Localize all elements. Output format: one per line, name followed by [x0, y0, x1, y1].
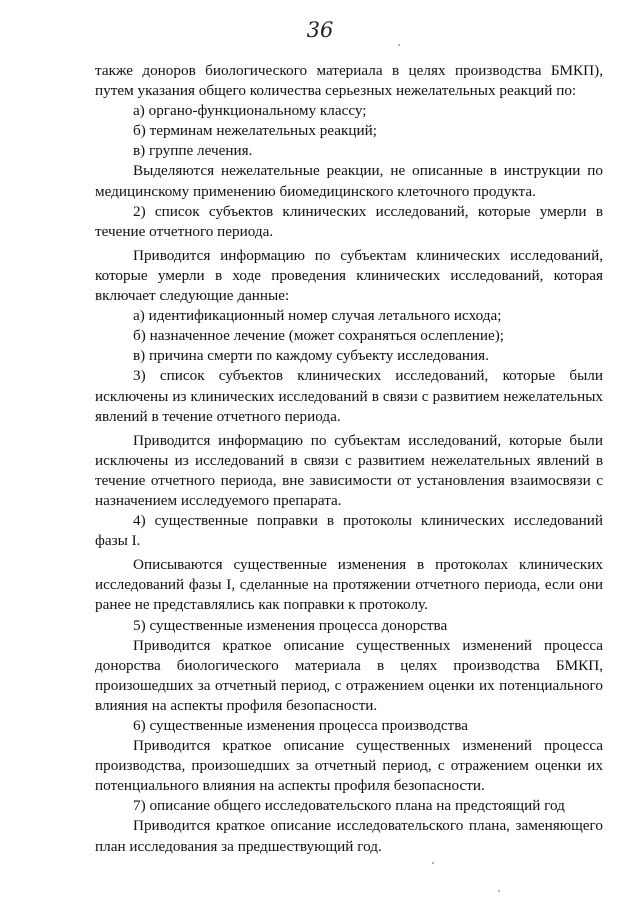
document-body	[95, 61, 603, 857]
page-number: 36	[306, 18, 334, 42]
paragraph-excluded-subjects: Приводится информацию по субъектам исследований, которые были исключены из исследований в связи с развитием нежелательных явлений в течение отчетного периода, вне зависимости от установления взаимосвязи с назначением исследуемого препарата.	[95, 431, 603, 509]
scan-speck	[398, 44, 400, 46]
list-item-case-id: а) идентификационный номер случая летального исхода;	[133, 307, 502, 325]
list-item-organ-class: а) органо-функциональному классу;	[133, 102, 367, 120]
section-3-heading: 3) список субъектов клинических исследований, которые были исключены из клинических исследований в связи с развитием нежелательных явлений в течение отчетного периода.	[95, 367, 603, 425]
paragraph-continuation: также доноров биологического материала в целях производства БМКП), путем указания общего количества серьезных нежелательных реакций по:	[95, 62, 603, 100]
scan-speck	[432, 862, 434, 864]
paragraph-protocol-changes: Описываются существенные изменения в протоколах клинических исследований фазы I, сделанные на протяжении отчетного периода, если они ранее не представлялись как поправки к протоколу.	[95, 556, 603, 614]
list-item-reaction-terms: б) терминам нежелательных реакций;	[133, 122, 378, 140]
section-7-heading: 7) описание общего исследовательского плана на предстоящий год	[133, 797, 565, 815]
paragraph-research-plan: Приводится краткое описание исследовательского плана, заменяющего план исследования за предшествующий год.	[95, 817, 603, 855]
list-item-assigned-treatment: б) назначенное лечение (может сохраняться ослепление);	[133, 327, 504, 345]
list-item-cause-of-death: в) причина смерти по каждому субъекту исследования.	[133, 347, 489, 365]
paragraph-deceased-subjects: Приводится информацию по субъектам клинических исследований, которые умерли в ходе проведения клинических исследований, которая включает следующие данные:	[95, 246, 603, 305]
section-5-heading: 5) существенные изменения процесса донорства	[133, 616, 448, 634]
paragraph-production-changes: Приводится краткое описание существенных изменений процесса производства, произошедших за отчетный период, с отражением оценки их потенциального влияния на аспекты профиля безопасности.	[95, 737, 603, 795]
paragraph-unlisted-reactions: Выделяются нежелательные реакции, не описанные в инструкции по медицинскому применению биомедицинского клеточного продукта.	[95, 162, 603, 200]
scan-speck	[498, 890, 500, 892]
section-4-heading: 4) существенные поправки в протоколы клинических исследований фазы I.	[95, 512, 603, 550]
section-2-heading: 2) список субъектов клинических исследований, которые умерли в течение отчетного периода.	[95, 202, 603, 240]
section-6-heading: 6) существенные изменения процесса производства	[133, 717, 469, 734]
list-item-treatment-group: в) группе лечения.	[133, 142, 253, 160]
paragraph-donation-changes: Приводится краткое описание существенных изменений процесса донорства биологического материала в целях производства БМКП, произошедших за отчетный период, с отражением оценки их потенциального влияния на аспекты профиля безопасности.	[95, 636, 603, 714]
